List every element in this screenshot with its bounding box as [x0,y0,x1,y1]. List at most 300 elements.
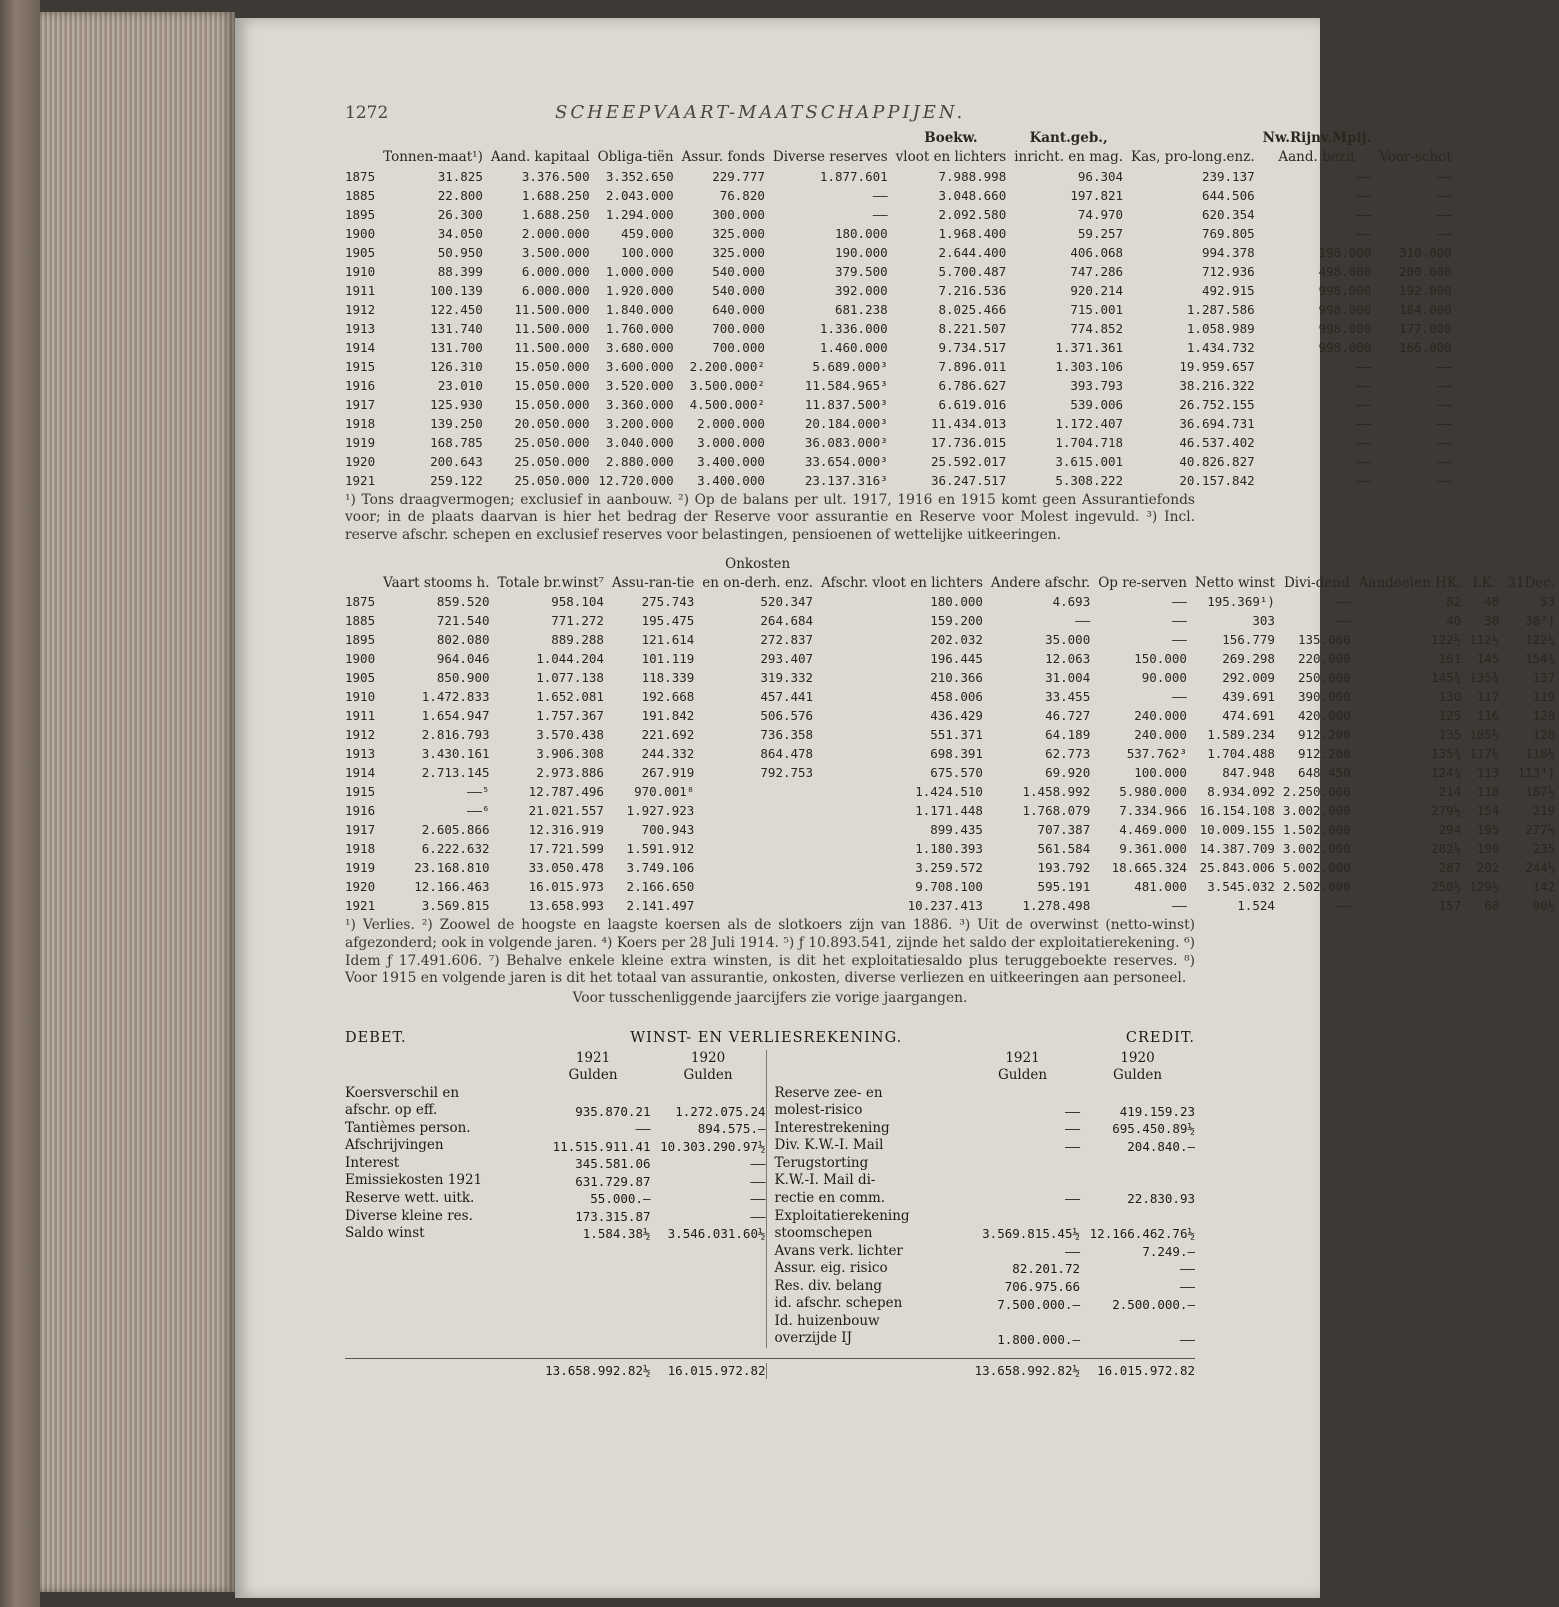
debet-entry-1920: —— [750,1191,766,1207]
value-cell: 277½ [1525,822,1556,838]
debet-total-a: 13.658.992.82½ [545,1362,651,1378]
value-cell: 847.948 [1222,765,1275,781]
credit-entry [775,1208,1196,1226]
year-cell: 1915 [345,784,376,800]
value-cell: 11.500.000 [514,320,590,336]
debet-entry-1921: 55.000.— [590,1191,651,1207]
table2-row [345,896,1559,915]
credit-entry-1920: —— [1179,1261,1195,1277]
credit-label: CREDIT. [1125,1029,1195,1046]
value-cell: 23.137.316³ [804,472,888,488]
value-cell: 774.852 [1070,320,1124,336]
value-cell: 747.286 [1070,263,1124,279]
value-cell: 994.378 [1201,244,1255,260]
credit-entry-label: Div. K.W.-I. Mail [774,1137,884,1154]
value-cell: 11.584.965³ [804,377,888,393]
value-cell: —— [1171,689,1187,705]
value-cell: 125 [1438,708,1462,724]
table1-row [345,452,1456,471]
value-cell: 25.050.000 [514,472,590,488]
balance-table [345,129,1456,490]
table1-header-cell: inricht. en mag. [1014,148,1124,165]
value-cell [698,820,817,839]
debet-entry [345,1085,766,1103]
value-cell: 539.006 [1070,396,1124,412]
table1-row [345,319,1456,338]
value-cell: 76.820 [719,187,765,203]
table2-row [345,687,1559,706]
book-page [235,18,1556,1598]
year-cell: 1917 [345,822,376,838]
value-cell: 5.308.222 [1055,472,1124,488]
value-cell: 1.472.833 [421,689,490,705]
value-cell: 492.915 [1201,282,1255,298]
table2-header-cell: Netto winst [1194,574,1275,591]
value-cell: 1.171.448 [915,803,983,819]
value-cell: 420.000 [1297,708,1351,724]
table2-row [345,668,1559,687]
credit-entry-1921: —— [1064,1138,1080,1154]
value-cell: 26.752.155 [1179,396,1255,412]
value-cell: 118.339 [641,670,695,686]
page-content [345,102,1556,1379]
year-cell: 1911 [345,708,376,724]
value-cell: 1.172.407 [1055,415,1124,431]
value-cell: 240.000 [1134,708,1187,724]
value-cell: —— [1171,898,1187,914]
profit-loss-account [345,1030,1195,1380]
table1-row [345,376,1456,395]
table2-header-cell: Onkosten [725,555,791,572]
value-cell: 700.000 [712,339,765,355]
value-cell: 195.369¹) [1207,594,1275,610]
value-cell: 325.000 [712,225,765,241]
value-cell: 220.000 [1297,651,1351,667]
credit-entry-1921: —— [1064,1243,1080,1259]
value-cell: 16.015.973 [528,879,604,895]
value-cell: 390.000 [1297,689,1351,705]
year-cell: 1910 [345,689,376,705]
table2-header [345,574,1559,593]
credit-entry-1921: —— [1064,1191,1080,1207]
value-cell: 3.500.000 [521,244,590,260]
value-cell: 1.927.923 [626,803,695,819]
value-cell: —— [1436,453,1452,469]
credit-entry-1921: 7.500.000.— [997,1296,1080,1312]
value-cell: 498.000 [1318,263,1372,279]
value-cell: 457.441 [760,689,814,705]
value-cell: 154¾ [1525,651,1556,667]
credit-entry [775,1120,1196,1138]
table2-header-cell [817,555,987,574]
results-table [345,555,1559,916]
value-cell: 244.332 [641,746,695,762]
table1-header-cell [1375,129,1456,148]
table1-header-cell: Tonnen-maat¹) [383,148,483,165]
credit-entry-label: Exploitatierekening [774,1207,910,1224]
value-cell: 122½ [1431,632,1462,648]
table2-row [345,858,1559,877]
year-cell: 1917 [345,396,376,412]
year-cell: 1895 [345,632,376,648]
year-cell: 1919 [345,434,376,450]
credit-entry-label: id. afschr. schepen [774,1295,903,1312]
value-cell: —— [1436,168,1452,184]
value-cell: 3.600.000 [605,358,674,374]
value-cell: 958.104 [551,594,604,610]
table2-header-cell: Vaart stooms h. [383,574,490,591]
value-cell: 180.000 [930,594,983,610]
debet-entry-label: Saldo winst [345,1225,425,1242]
value-cell: 139.250 [430,415,483,431]
value-cell: —— [1436,377,1452,393]
value-cell: 912.200 [1297,727,1351,743]
value-cell: 3.360.000 [605,396,674,412]
table1-row [345,186,1456,205]
credit-year-b: 1920 Gulden [1112,1049,1163,1084]
value-cell: 96.304 [1077,168,1124,184]
value-cell: 1.688.250 [521,206,590,222]
value-cell: 458.006 [930,689,983,705]
value-cell: 31.004 [1045,670,1091,686]
credit-entry-1920: 22.830.93 [1127,1191,1195,1207]
table2-row [345,839,1559,858]
value-cell: 36.083.000³ [804,434,888,450]
table1-body [345,167,1456,490]
table1-header-cell [1127,129,1259,148]
table1-header-cell: Nw.Rijnv.Mpij. [1262,130,1372,146]
value-cell: —— [872,187,888,203]
table1-header-cell: Assur. fonds [681,148,765,165]
value-cell: 100.000 [1134,765,1187,781]
value-cell: 287 [1438,860,1462,876]
table2-row [345,763,1559,782]
value-cell: 736.358 [760,727,814,743]
credit-entry-label: stoomschepen [774,1225,873,1242]
value-cell: 474.691 [1222,708,1275,724]
table2-header-cell: Assu-ran-tie [611,574,695,591]
value-cell: 117¼ [1469,746,1500,762]
value-cell: 90.000 [1141,670,1187,686]
value-cell: 721.540 [436,613,490,629]
value-cell: 675.570 [930,765,983,781]
value-cell: 269.298 [1222,651,1275,667]
table2-header-cell [1279,555,1355,574]
table2-header-cell [1465,555,1503,574]
value-cell: —— [1436,434,1452,450]
year-cell: 1912 [345,301,376,317]
value-cell: 7.896.011 [938,358,1007,374]
value-cell: 128 [1532,727,1556,743]
value-cell: 998.000 [1318,339,1372,355]
value-cell: 1.434.732 [1186,339,1255,355]
value-cell: 38.216.322 [1179,377,1255,393]
value-cell: 715.001 [1070,301,1124,317]
year-cell: 1916 [345,803,376,819]
value-cell: 192.668 [641,689,695,705]
value-cell: 17.736.015 [930,434,1007,450]
value-cell: 25.050.000 [514,453,590,469]
table1-row [345,167,1456,186]
value-cell: 595.191 [1037,879,1091,895]
table2-row [345,706,1559,725]
year-cell: 1920 [345,453,376,469]
credit-entry-1920: 419.159.23 [1119,1103,1195,1119]
credit-entry-label: overzijde IJ [774,1330,852,1347]
value-cell: 899.435 [930,822,983,838]
value-cell: 11.500.000 [514,339,590,355]
value-cell: 3.002.000 [1282,841,1351,857]
value-cell: 259.122 [430,472,483,488]
value-cell: 7.216.536 [938,282,1007,298]
value-cell: 202.032 [930,632,983,648]
value-cell: —— [1436,396,1452,412]
value-cell: 12.787.496 [528,784,604,800]
value-cell: 1.968.400 [938,225,1007,241]
value-cell: 25.843.006 [1199,860,1275,876]
table2-row [345,630,1559,649]
value-cell: 131.740 [430,320,483,336]
credit-side [766,1050,1196,1348]
table1-header-cell [379,129,487,148]
table1-header-cell: Obliga-tiën [597,148,674,165]
value-cell: 8.221.507 [938,320,1007,336]
value-cell: —— [1356,358,1372,374]
year-cell: 1915 [345,358,376,374]
value-cell: 920.214 [1070,282,1124,298]
credit-entry-label: Avans verk. lichter [774,1242,903,1259]
value-cell: 135 [1438,727,1462,743]
value-cell: 18.665.324 [1111,860,1187,876]
page-number: 1272 [345,103,389,123]
year-cell: 1918 [345,841,376,857]
year-cell: 1910 [345,263,376,279]
value-cell: 196.445 [930,651,983,667]
table2-header-cell: Op re-serven [1098,574,1187,591]
value-cell: 4.500.000² [689,396,765,412]
table1-header-cell: Kant.geb., [1029,130,1108,146]
credit-entry [775,1172,1196,1190]
value-cell: 648.450 [1297,765,1351,781]
debet-entry [345,1155,766,1173]
value-cell: 4.693 [1052,594,1091,610]
value-cell: 90½ [1532,898,1556,914]
value-cell: 712.936 [1201,263,1255,279]
table1-row [345,357,1456,376]
credit-entry [775,1313,1196,1331]
value-cell: 970.001⁸ [634,784,695,800]
value-cell: 190.000 [834,244,888,260]
value-cell: 7.334.966 [1119,803,1187,819]
value-cell: 707.387 [1037,822,1091,838]
value-cell: 191.842 [641,708,695,724]
value-cell: 17.721.599 [528,841,604,857]
credit-entry-label: Assur. eig. risico [774,1260,888,1277]
value-cell: 33.654.000³ [804,453,888,469]
value-cell: 264.684 [760,613,814,629]
table2-header-cell [1503,555,1559,574]
value-cell: 113 [1476,765,1500,781]
table2-row [345,782,1559,801]
table1-header-cell [594,129,678,148]
value-cell [698,839,817,858]
year-cell: 1920 [345,879,376,895]
table2-header-cell [379,555,493,574]
value-cell: 459.000 [620,225,674,241]
year-cell: 1875 [345,594,376,610]
value-cell: 130 [1438,689,1462,705]
value-cell: 126.310 [430,358,483,374]
table2-row [345,592,1559,611]
value-cell: 3.200.000 [605,415,674,431]
table2-header-cell [494,555,608,574]
value-cell: 15.050.000 [514,396,590,412]
table2-row [345,820,1559,839]
value-cell: 2.713.145 [421,765,490,781]
credit-entry [775,1155,1196,1173]
value-cell: 1.336.000 [819,320,888,336]
value-cell: 229.777 [712,168,765,184]
table1-header-cell: Aand. bezit [1278,148,1356,165]
value-cell: 3.570.438 [536,727,604,743]
value-cell: 1.704.718 [1055,434,1124,450]
credit-entry-1920: —— [1179,1331,1195,1347]
value-cell: 122.450 [430,301,483,317]
value-cell: 769.805 [1201,225,1255,241]
value-cell: —— [1356,168,1372,184]
table1-header-cell: Kas, pro-long.enz. [1131,148,1255,165]
debet-entry-1920: 3.546.031.60½ [667,1226,766,1242]
credit-entry-1920: 2.500.000.— [1112,1296,1195,1312]
debet-entry [345,1208,766,1226]
table1-row [345,205,1456,224]
value-cell: 1.000.000 [605,263,674,279]
debet-entry-1921: 1.584.38½ [582,1226,651,1242]
value-cell: 293.407 [760,651,814,667]
value-cell: 23.010 [437,377,483,393]
table1-row [345,224,1456,243]
year-cell: 1919 [345,860,376,876]
table2-header-cell: Afschr. vloot en lichters [821,574,983,591]
value-cell: 197.821 [1070,187,1124,203]
value-cell: 244½ [1525,860,1556,876]
value-cell: 150.000 [1134,651,1187,667]
debet-entry-1920: 10.303.290.97½ [660,1138,766,1154]
value-cell: 36.694.731 [1179,415,1255,431]
value-cell: —— [1436,472,1452,488]
value-cell: 5.700.487 [938,263,1007,279]
value-cell: —— [1356,434,1372,450]
value-cell: —— [1335,898,1351,914]
value-cell: 1.077.138 [536,670,604,686]
value-cell: 540.000 [712,263,765,279]
value-cell: 310.000 [1399,244,1452,260]
value-cell: 21.021.557 [528,803,604,819]
table2-header-cell: 31Dec. [1507,574,1556,591]
value-cell: 267.919 [641,765,695,781]
value-cell: 1.757.367 [536,708,604,724]
value-cell: 2.605.866 [421,822,490,838]
value-cell: 135¾ [1469,670,1500,686]
credit-entry-1921: —— [1064,1103,1080,1119]
value-cell: 177.000 [1399,320,1452,336]
table1-row [345,395,1456,414]
value-cell: —— [1356,472,1372,488]
value-cell: 406.068 [1070,244,1124,260]
value-cell: —— [1436,415,1452,431]
value-cell: 506.576 [760,708,814,724]
value-cell: 11.434.013 [930,415,1007,431]
value-cell: 210.366 [930,670,983,686]
debet-total-b: 16.015.972.82 [667,1362,766,1378]
value-cell: 300.000 [712,206,765,222]
value-cell: 551.371 [930,727,983,743]
value-cell: 135.060 [1297,632,1351,648]
credit-entry [775,1102,1196,1120]
value-cell: 30 [1484,613,1500,629]
value-cell: 436.429 [930,708,983,724]
debet-entry-1921: 631.729.87 [575,1173,651,1189]
page-title: SCHEEPVAART-MAATSCHAPPIJEN. [555,102,966,123]
value-cell: —— [1171,613,1187,629]
credit-entry-1921: 1.800.000.— [997,1331,1080,1347]
value-cell: 1.704.488 [1207,746,1275,762]
value-cell: 113⁴) [1517,765,1556,781]
value-cell: 184.000 [1399,301,1452,317]
table1-row [345,471,1456,490]
credit-entry [775,1330,1196,1348]
debet-entry [345,1102,766,1120]
value-cell: 2.166.650 [626,879,695,895]
table2-row [345,801,1559,820]
credit-entry-1920: 204.840.— [1127,1138,1195,1154]
value-cell: 168.785 [430,434,483,450]
value-cell: 1.294.000 [605,206,674,222]
table1-row [345,243,1456,262]
value-cell: 1.278.498 [1022,898,1091,914]
credit-entry [775,1137,1196,1155]
debet-entry-1921: 345.581.06 [575,1156,651,1172]
table2-header-cell [1355,555,1466,574]
value-cell: 34.050 [437,225,483,241]
credit-year-header [775,1050,1196,1085]
value-cell: 30²) [1525,613,1556,629]
table2-row [345,744,1559,763]
table2-header-cell: Totale br.winst⁷ [497,574,604,591]
value-cell: 250.000 [1297,670,1351,686]
year-cell: 1914 [345,765,376,781]
value-cell: 250½ [1431,879,1462,895]
value-cell: 1.589.234 [1207,727,1275,743]
value-cell: 100.000 [620,244,674,260]
table2-top-header [345,555,1559,574]
value-cell: —— [1356,396,1372,412]
value-cell: 1.877.601 [819,168,888,184]
value-cell: 180.000 [834,225,888,241]
value-cell: 154 [1476,803,1500,819]
value-cell: 118¼ [1525,746,1556,762]
value-cell: 23.168.810 [414,860,490,876]
value-cell: —— [1335,613,1351,629]
value-cell: 4.469.000 [1119,822,1187,838]
value-cell: 2.880.000 [605,453,674,469]
value-cell: 124¾ [1431,765,1462,781]
value-cell: 40 [1446,613,1462,629]
value-cell: 59.257 [1077,225,1124,241]
value-cell: 1.654.947 [421,708,490,724]
value-cell: 3.680.000 [605,339,674,355]
value-cell: 198.000 [1318,244,1372,260]
